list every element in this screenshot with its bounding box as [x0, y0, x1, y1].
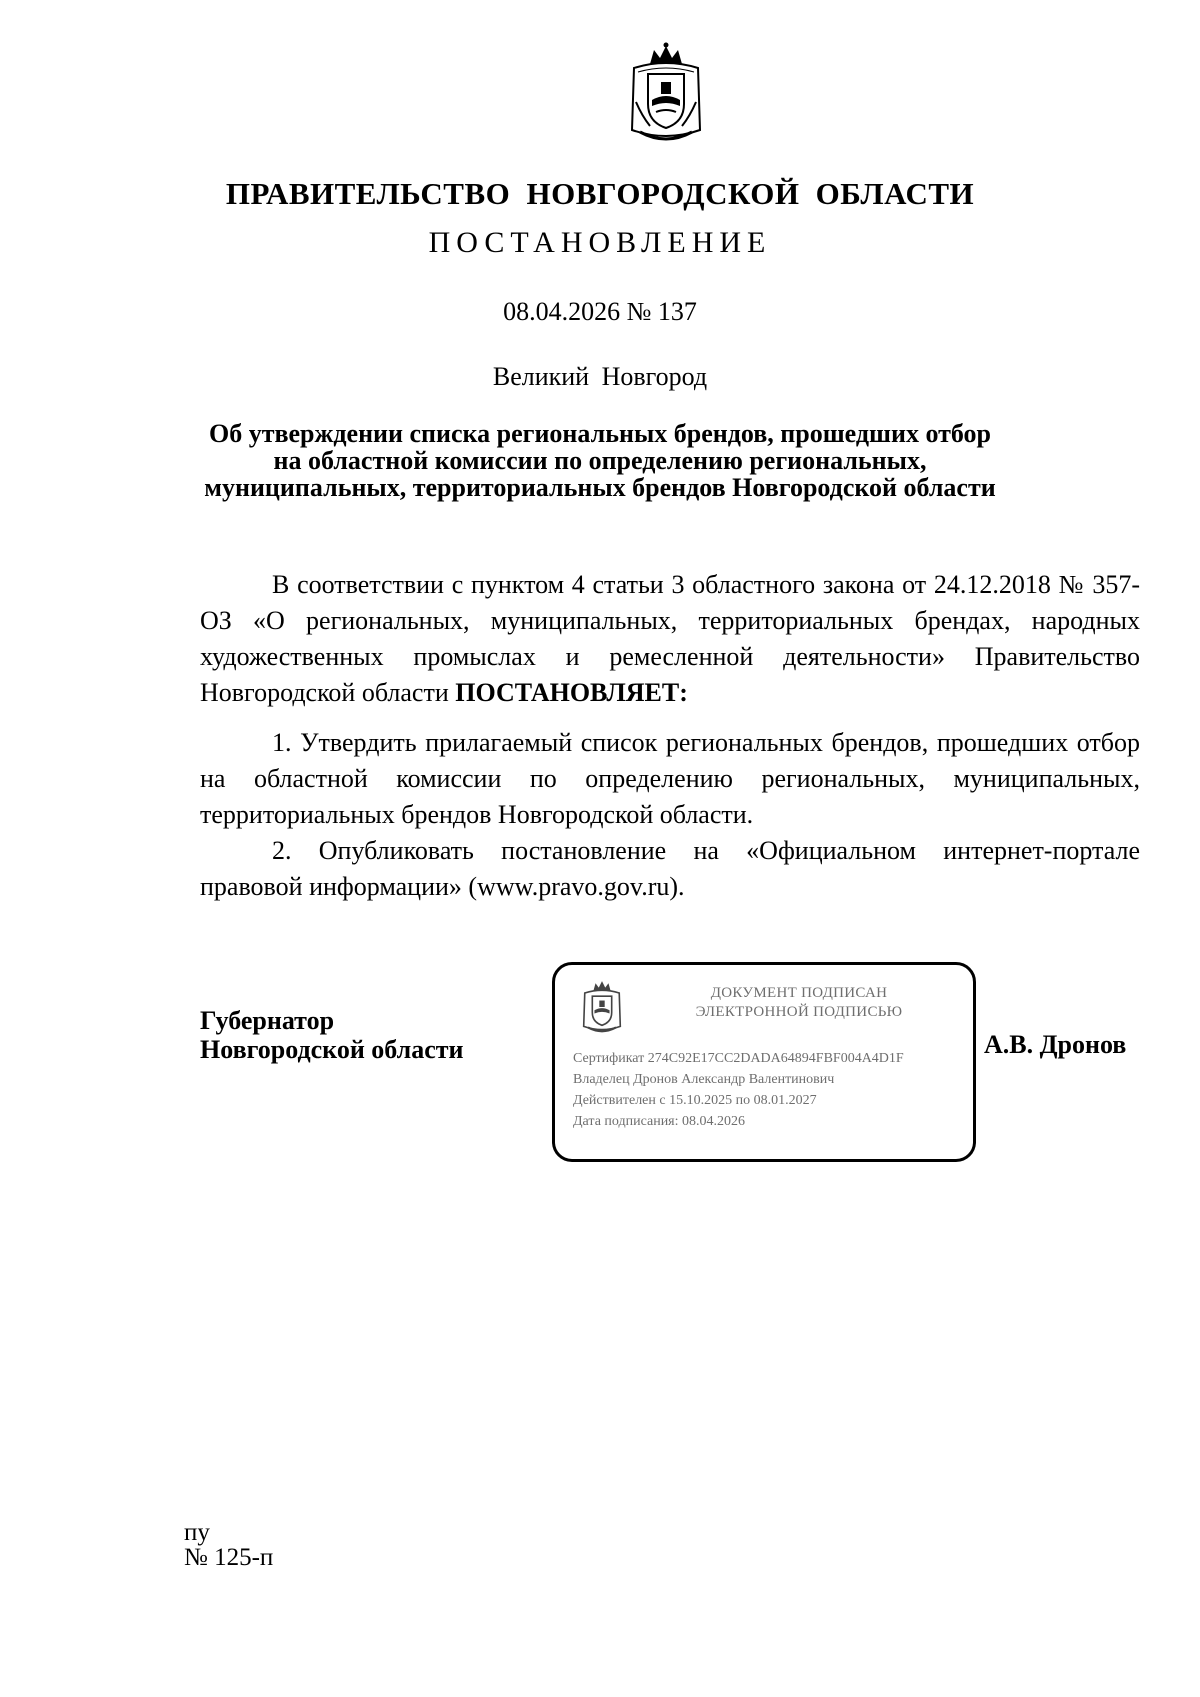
preamble-text: В соответствии с пунктом 4 статьи 3 областного закона от 24.12.2018 № 357-ОЗ «О региональных, муниципальных, территориальных брендах, народных художественных промыслах и ремесленной деятельности» Правительство Новгородской области	[200, 570, 1140, 707]
stamp-sign-date: Дата подписания: 08.04.2026	[573, 1114, 746, 1129]
footer-line: пу	[184, 1519, 210, 1546]
stamp-header	[635, 984, 963, 1022]
document-city: Великий Новгород	[492, 362, 708, 391]
footer-reference	[184, 1520, 273, 1570]
document-type: ПОСТАНОВЛЕНИЕ	[428, 226, 772, 259]
resolves-keyword: ПОСТАНОВЛЯЕТ:	[455, 678, 688, 707]
stamp-certificate: Сертификат 274C92E17CC2DADA64894FBF004A4D1F	[573, 1051, 904, 1066]
role-line: Новгородской области	[200, 1035, 464, 1064]
stamp-validity: Действителен с 15.10.2025 по 08.01.2027	[573, 1093, 817, 1108]
document-date-number: 08.04.2026 № 137	[503, 297, 697, 326]
electronic-signature-stamp	[552, 962, 976, 1162]
stamp-details	[573, 1048, 904, 1132]
signatory-role	[200, 1006, 464, 1064]
role-line: Губернатор	[200, 1006, 335, 1035]
resolution-item-1: 1. Утвердить прилагаемый список региональных брендов, прошедших отбор на областной комиссии по определению региональных, муниципальных, территориальных брендов Новгородской области.	[200, 728, 1140, 829]
stamp-header-line: ДОКУМЕНТ ПОДПИСАН	[710, 985, 888, 1001]
subject-line: Об утверждении списка региональных брендов, прошедших отбор	[208, 419, 991, 448]
subject-line: муниципальных, территориальных брендов Новгородской области	[204, 473, 996, 502]
subject-line: на областной комиссии по определению региональных,	[273, 446, 927, 475]
stamp-header-line: ЭЛЕКТРОННОЙ ПОДПИСЬЮ	[695, 1004, 903, 1020]
stamp-owner: Владелец Дронов Александр Валентинович	[573, 1072, 835, 1087]
footer-line: № 125-п	[184, 1544, 274, 1571]
org-name: ПРАВИТЕЛЬСТВО НОВГОРОДСКОЙ ОБЛАСТИ	[225, 176, 975, 211]
resolution-item-2: 2. Опубликовать постановление на «Официальном интернет-портале правовой информации» (www.pravo.gov.ru).	[200, 836, 1140, 901]
coat-of-arms-icon	[628, 42, 704, 146]
coat-of-arms-icon	[581, 979, 623, 1035]
preamble-paragraph	[200, 567, 1140, 711]
signer-name: А.В. Дронов	[984, 1030, 1127, 1059]
document-subject	[0, 420, 1200, 501]
